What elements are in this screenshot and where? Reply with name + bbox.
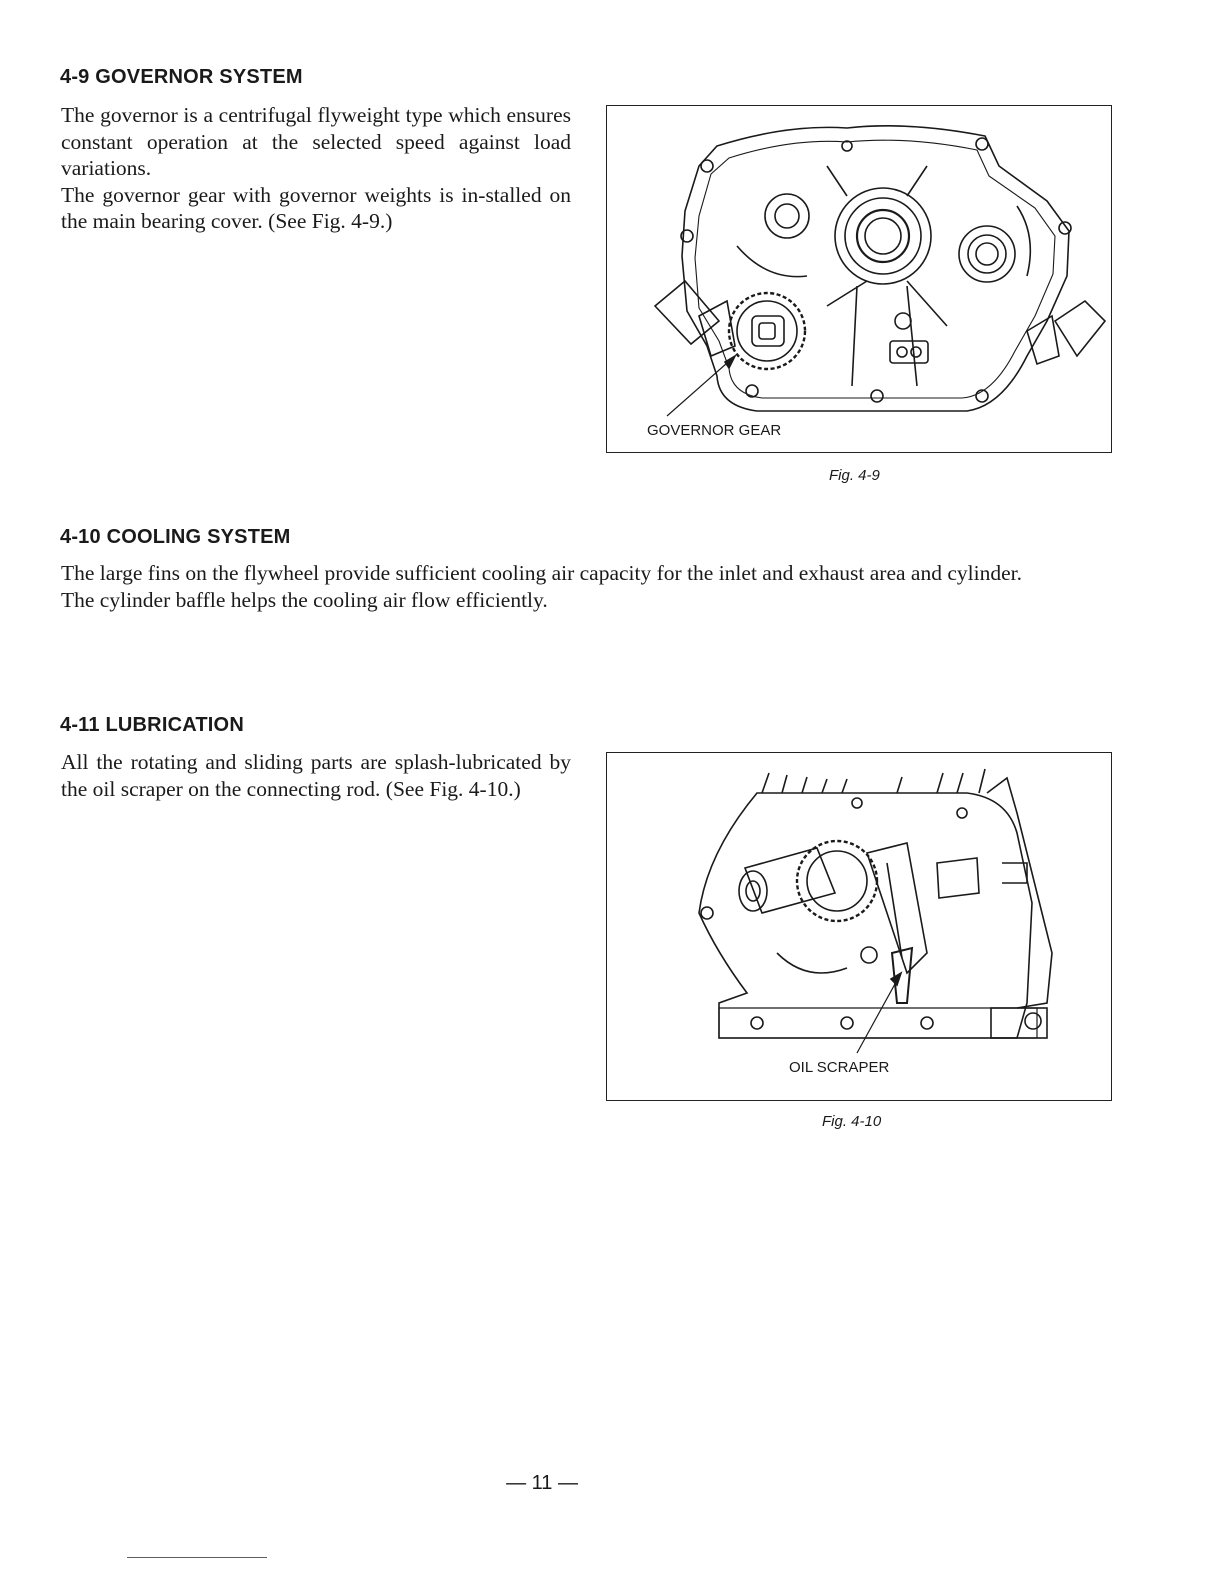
lubrication-text bbox=[61, 749, 571, 802]
paragraph: The cylinder baffle helps the cooling air flow efficiently. bbox=[61, 587, 548, 612]
paragraph: All the rotating and sliding parts are splash-lubricated by the oil scraper on the connecting rod. (See Fig. 4-10.) bbox=[61, 750, 571, 801]
figure-caption: Fig. 4-10 bbox=[822, 1113, 882, 1130]
section-heading-lubrication: 4-11 LUBRICATION bbox=[60, 714, 244, 736]
figure-governor bbox=[606, 105, 1112, 453]
footer-rule bbox=[127, 1557, 267, 1558]
figure-oil-scraper bbox=[606, 752, 1112, 1101]
figure-caption: Fig. 4-9 bbox=[829, 467, 880, 484]
section-heading-governor: 4-9 GOVERNOR SYSTEM bbox=[60, 66, 303, 88]
cooling-text bbox=[61, 560, 1121, 613]
figure-label-governor-gear: GOVERNOR GEAR bbox=[647, 422, 782, 439]
section-heading-cooling: 4-10 COOLING SYSTEM bbox=[60, 526, 291, 548]
paragraph: The governor gear with governor weights is in-stalled on the main bearing cover. (See Fig. 4-9.) bbox=[61, 182, 571, 233]
crankcase-illustration bbox=[607, 753, 1113, 1102]
main-bearing-cover-illustration bbox=[607, 106, 1113, 454]
paragraph: The large fins on the flywheel provide sufficient cooling air capacity for the inlet and exhaust area and cylinder. bbox=[61, 561, 1022, 585]
page-number: — 11 — bbox=[506, 1472, 578, 1494]
paragraph: The governor is a centrifugal flyweight type which ensures constant operation at the selected speed against load variations. bbox=[61, 103, 571, 180]
governor-text bbox=[61, 102, 571, 235]
figure-label-oil-scraper: OIL SCRAPER bbox=[789, 1059, 890, 1076]
